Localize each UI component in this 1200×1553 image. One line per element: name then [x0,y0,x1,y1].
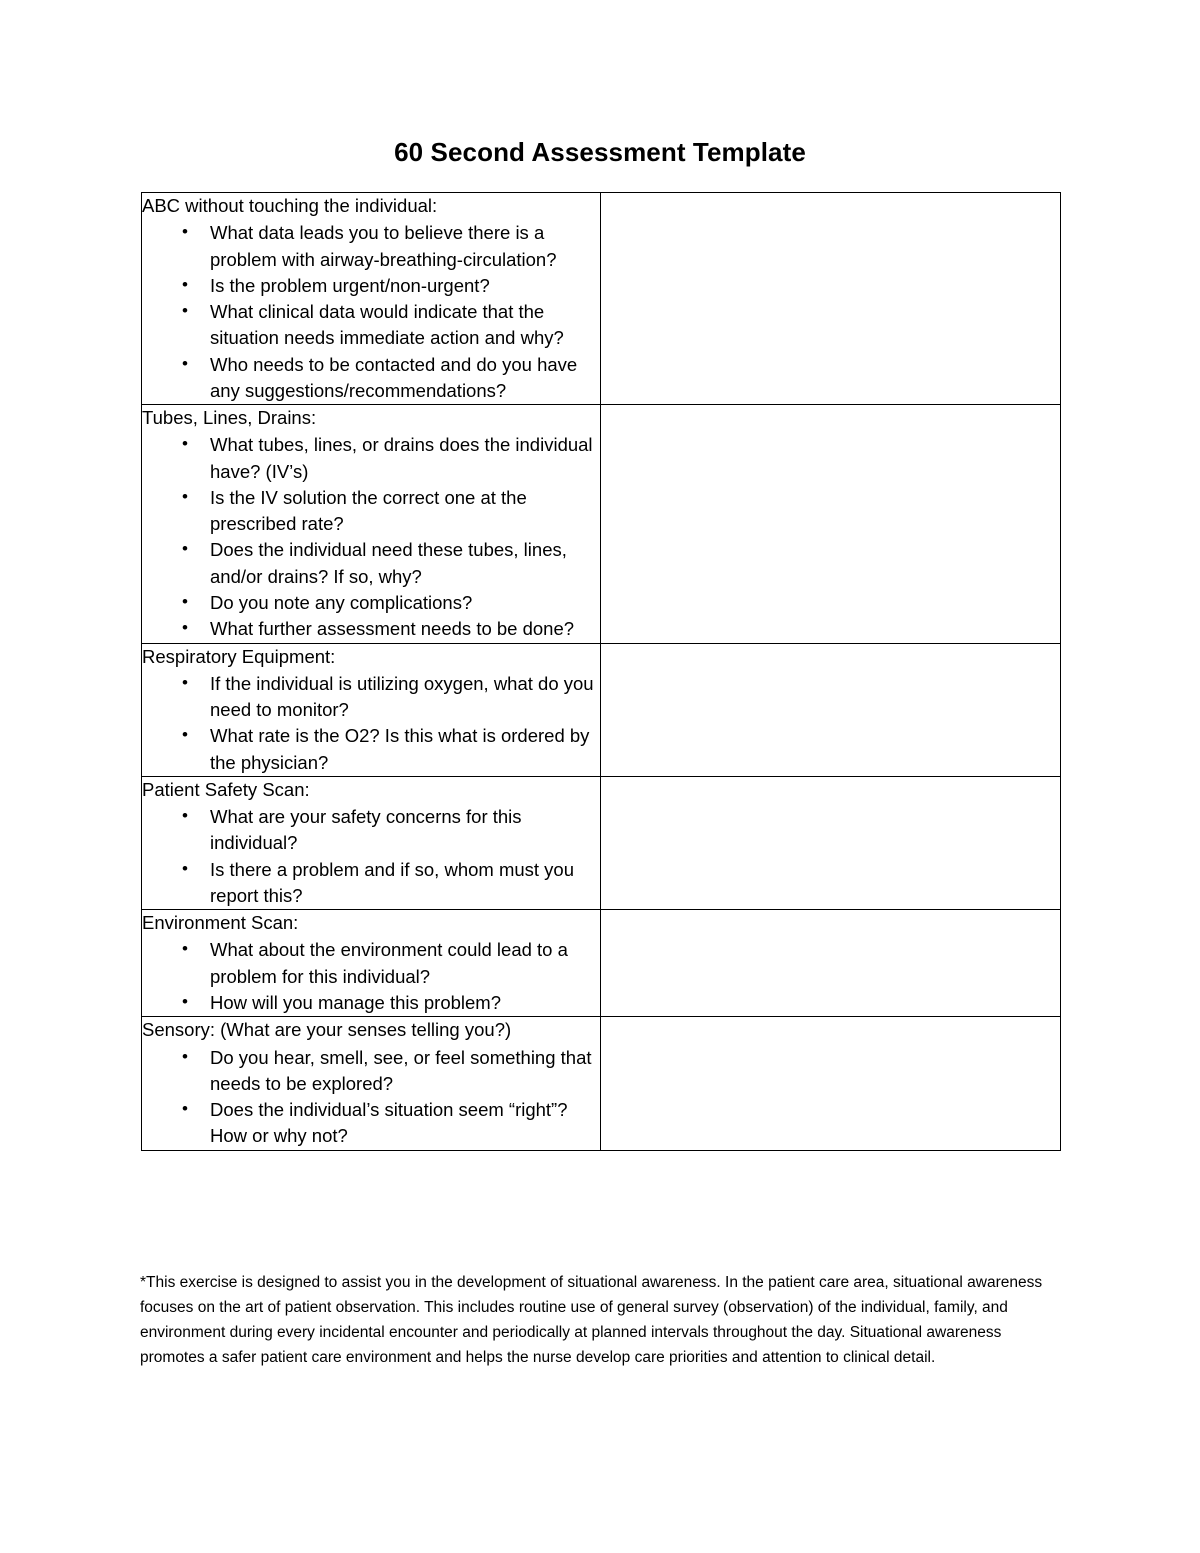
answer-cell-environment-scan[interactable] [601,910,1061,1017]
question-list [142,937,600,1016]
section-heading: Tubes, Lines, Drains: [142,407,317,429]
list-item: • Who needs to be contacted and do you have any suggestions/recommendations? [176,352,600,405]
prompt-cell-environment-scan [142,910,601,1017]
footnote-text: *This exercise is designed to assist you in the development of situational awareness. In the patient care area, situational awareness focuses on the art of patient observation. This includes routine use of general survey (observation) of the individual, family, and environment during every incidental encounter and periodically at planned intervals throughout the day. Situational awareness promotes a safer patient care environment and helps the nurse develop care priorities and attention to clinical detail. [140,1274,1043,1367]
prompt-cell-respiratory-equipment [142,643,601,776]
list-item: • Is the IV solution the correct one at the prescribed rate? [176,485,600,538]
list-item: • What further assessment needs to be done? [176,616,600,642]
table-row [142,643,1061,776]
list-item: • Does the individual need these tubes, lines, and/or drains? If so, why? [176,537,600,590]
list-item: • What tubes, lines, or drains does the individual have? (IV’s) [176,432,600,485]
list-item: • What rate is the O2? Is this what is ordered by the physician? [176,723,600,776]
answer-cell-sensory[interactable] [601,1017,1061,1150]
assessment-table [141,192,1061,1151]
table-row [142,1017,1061,1150]
section-heading: Sensory: (What are your senses telling you?) [142,1019,512,1041]
answer-cell-tubes-lines-drains[interactable] [601,405,1061,643]
question-list [142,804,600,909]
table-row [142,193,1061,405]
section-heading: Respiratory Equipment: [142,645,336,667]
prompt-cell-abc [142,193,601,405]
list-item: • How will you manage this problem? [176,990,600,1016]
answer-cell-abc[interactable] [601,193,1061,405]
footnote [140,1270,1065,1370]
prompt-cell-sensory [142,1017,601,1150]
question-list [142,1045,600,1150]
list-item: • Is there a problem and if so, whom must you report this? [176,857,600,910]
section-heading: ABC without touching the individual: [142,195,438,216]
question-list [142,220,600,404]
list-item: • If the individual is utilizing oxygen, what do you need to monitor? [176,671,600,724]
list-item: • What about the environment could lead to a problem for this individual? [176,937,600,990]
prompt-cell-tubes-lines-drains [142,405,601,643]
answer-cell-respiratory-equipment[interactable] [601,643,1061,776]
prompt-cell-patient-safety-scan [142,776,601,909]
answer-cell-patient-safety-scan[interactable] [601,776,1061,909]
list-item: • What clinical data would indicate that the situation needs immediate action and why? [176,299,600,352]
table-row [142,910,1061,1017]
question-list [142,432,600,642]
table-row [142,776,1061,909]
list-item: • Do you note any complications? [176,590,600,616]
section-heading: Environment Scan: [142,912,299,934]
list-item: • What data leads you to believe there is a problem with airway-breathing-circulation? [176,220,600,273]
table-row [142,405,1061,643]
list-item: • Is the problem urgent/non-urgent? [176,273,600,299]
list-item: • Do you hear, smell, see, or feel something that needs to be explored? [176,1045,600,1098]
question-list [142,671,600,776]
list-item: • What are your safety concerns for this individual? [176,804,600,857]
section-heading: Patient Safety Scan: [142,778,310,800]
page-title: 60 Second Assessment Template [394,137,806,167]
list-item: • Does the individual’s situation seem “right”? How or why not? [176,1097,600,1150]
